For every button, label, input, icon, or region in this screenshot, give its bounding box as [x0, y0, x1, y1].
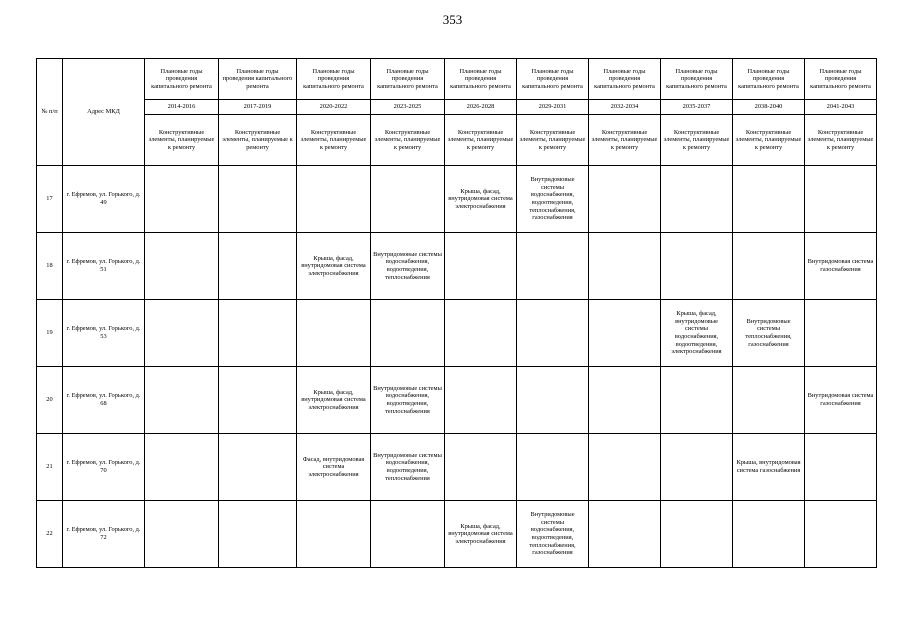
table-row — [37, 501, 877, 568]
header-planned: Плановые годы проведения капитального ремонта — [145, 59, 219, 100]
header-elements: Конструктивные элементы, планируемые к ремонту — [445, 115, 517, 166]
header-elements: Конструктивные элементы, планируемые к ремонту — [661, 115, 733, 166]
repair-cell: Внутридомовые системы водоснабжения, водоотведения, теплоснабжения — [371, 233, 445, 300]
repair-cell — [145, 367, 219, 434]
repair-cell: Внутридомовые системы водоснабжения, водоотведения, теплоснабжения, газоснабжения — [517, 166, 589, 233]
row-address: г. Ефремов, ул. Горького, д. 72 — [63, 501, 145, 568]
header-row-years — [37, 100, 877, 115]
header-year-range: 2035-2037 — [661, 100, 733, 115]
repair-cell — [805, 434, 877, 501]
header-year-range: 2029-2031 — [517, 100, 589, 115]
repair-cell — [517, 233, 589, 300]
header-elements: Конструктивные элементы, планируемые к ремонту — [589, 115, 661, 166]
row-address: г. Ефремов, ул. Горького, д. 49 — [63, 166, 145, 233]
repair-cell: Крыша, фасад, внутридомовые системы водоснабжения, водоотведения, электроснабжения — [661, 300, 733, 367]
repair-cell — [733, 367, 805, 434]
repair-cell — [517, 300, 589, 367]
header-elements: Конструктивные элементы, планируемые к ремонту — [219, 115, 297, 166]
repair-cell: Внутридомовые системы теплоснабжения, газоснабжения — [733, 300, 805, 367]
repair-cell: Фасад, внутридомовая система электроснабжения — [297, 434, 371, 501]
repair-cell — [445, 300, 517, 367]
repair-cell: Крыша, внутридомовая система газоснабжения — [733, 434, 805, 501]
header-elements: Конструктивные элементы, планируемые к ремонту — [517, 115, 589, 166]
repair-cell: Внутридомовые системы водоснабжения, водоотведения, теплоснабжения — [371, 367, 445, 434]
header-elements: Конструктивные элементы, планируемые к ремонту — [733, 115, 805, 166]
repair-cell: Крыша, фасад, внутридомовая система электроснабжения — [445, 501, 517, 568]
header-planned: Плановые годы проведения капитального ремонта — [371, 59, 445, 100]
header-planned: Плановые годы проведения капитального ремонта — [589, 59, 661, 100]
header-elements: Конструктивные элементы, планируемые к ремонту — [145, 115, 219, 166]
repair-cell — [145, 501, 219, 568]
header-address: Адрес МКД — [63, 59, 145, 166]
row-number: 19 — [37, 300, 63, 367]
repair-cell — [733, 166, 805, 233]
header-year-range: 2032-2034 — [589, 100, 661, 115]
table-row — [37, 300, 877, 367]
repair-cell: Внутридомовая система газоснабжения — [805, 367, 877, 434]
row-address: г. Ефремов, ул. Горького, д. 51 — [63, 233, 145, 300]
repair-cell: Внутридомовые системы водоснабжения, водоотведения, теплоснабжения — [371, 434, 445, 501]
row-address: г. Ефремов, ул. Горького, д. 70 — [63, 434, 145, 501]
page-number: 353 — [442, 12, 463, 27]
header-planned: Плановые годы проведения капитального ремонта — [661, 59, 733, 100]
repair-cell — [589, 300, 661, 367]
row-address: г. Ефремов, ул. Горького, д. 68 — [63, 367, 145, 434]
header-row-planned — [37, 59, 877, 100]
repair-cell: Внутридомовые системы водоснабжения, водоотведения, теплоснабжения, газоснабжения — [517, 501, 589, 568]
repair-cell — [589, 233, 661, 300]
repair-cell — [589, 367, 661, 434]
repair-cell — [219, 300, 297, 367]
repair-cell — [371, 501, 445, 568]
row-number: 20 — [37, 367, 63, 434]
repair-cell — [371, 166, 445, 233]
repair-cell — [733, 233, 805, 300]
repair-cell — [445, 367, 517, 434]
header-row-elements — [37, 115, 877, 166]
header-year-range: 2014-2016 — [145, 100, 219, 115]
header-year-range: 2038-2040 — [733, 100, 805, 115]
repair-cell — [219, 166, 297, 233]
header-elements: Конструктивные элементы, планируемые к ремонту — [371, 115, 445, 166]
repair-cell — [219, 434, 297, 501]
header-elements: Конструктивные элементы, планируемые к ремонту — [805, 115, 877, 166]
repair-cell — [517, 434, 589, 501]
header-num: № п/п — [37, 59, 63, 166]
repair-cell — [589, 434, 661, 501]
table-row — [37, 233, 877, 300]
header-planned: Плановые годы проведения капитального ремонта — [219, 59, 297, 100]
repair-cell — [145, 233, 219, 300]
repair-cell — [805, 501, 877, 568]
repair-cell: Крыша, фасад, внутридомовая система электроснабжения — [445, 166, 517, 233]
repair-cell — [733, 501, 805, 568]
header-year-range: 2020-2022 — [297, 100, 371, 115]
repair-cell — [219, 233, 297, 300]
header-planned: Плановые годы проведения капитального ремонта — [297, 59, 371, 100]
repair-cell — [445, 434, 517, 501]
repair-cell — [805, 166, 877, 233]
repair-cell — [445, 233, 517, 300]
repair-cell — [805, 300, 877, 367]
repair-cell — [219, 501, 297, 568]
header-planned: Плановые годы проведения капитального ремонта — [517, 59, 589, 100]
table-row — [37, 367, 877, 434]
repair-cell — [589, 166, 661, 233]
row-number: 21 — [37, 434, 63, 501]
repair-cell — [145, 434, 219, 501]
repair-cell — [661, 233, 733, 300]
repair-cell — [297, 166, 371, 233]
header-planned: Плановые годы проведения капитального ремонта — [445, 59, 517, 100]
repair-cell — [145, 300, 219, 367]
header-elements: Конструктивные элементы, планируемые к ремонту — [297, 115, 371, 166]
row-number: 17 — [37, 166, 63, 233]
repair-cell — [371, 300, 445, 367]
repair-cell — [145, 166, 219, 233]
row-number: 22 — [37, 501, 63, 568]
repair-cell — [297, 501, 371, 568]
header-planned: Плановые годы проведения капитального ремонта — [733, 59, 805, 100]
repair-cell: Крыша, фасад, внутридомовая система электроснабжения — [297, 233, 371, 300]
repair-cell — [297, 300, 371, 367]
repair-cell — [661, 501, 733, 568]
repair-cell — [661, 166, 733, 233]
table-row — [37, 434, 877, 501]
capital-repair-plan-table — [36, 58, 877, 568]
repair-cell — [661, 434, 733, 501]
repair-cell — [517, 367, 589, 434]
header-year-range: 2026-2028 — [445, 100, 517, 115]
repair-cell — [219, 367, 297, 434]
header-year-range: 2017-2019 — [219, 100, 297, 115]
header-year-range: 2041-2043 — [805, 100, 877, 115]
row-address: г. Ефремов, ул. Горького, д. 53 — [63, 300, 145, 367]
repair-cell — [589, 501, 661, 568]
repair-cell: Крыша, фасад, внутридомовая система электроснабжения — [297, 367, 371, 434]
table-row — [37, 166, 877, 233]
header-year-range: 2023-2025 — [371, 100, 445, 115]
header-planned: Плановые годы проведения капитального ремонта — [805, 59, 877, 100]
repair-cell — [661, 367, 733, 434]
row-number: 18 — [37, 233, 63, 300]
repair-cell: Внутридомовая система газоснабжения — [805, 233, 877, 300]
